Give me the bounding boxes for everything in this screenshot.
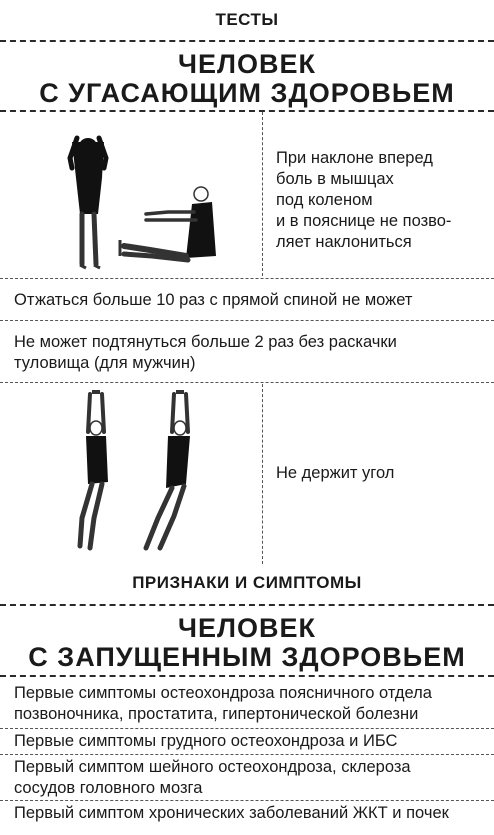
forward-bend-illustration [58,128,228,274]
divider [0,604,494,606]
headline-line-2: С ЗАПУЩЕННЫМ ЗДОРОВЬЕМ [28,642,466,672]
seated-reach-figure-icon [120,187,216,260]
divider [0,320,494,321]
divider [0,800,494,801]
test-item-forward-bend: При наклоне вперед боль в мышцах под коленом и в пояснице не позво- ляет наклониться [276,149,452,251]
divider [0,675,494,677]
hanging-figure-side-icon [146,392,190,548]
hanging-figure-front-icon [80,392,108,548]
divider [0,754,494,755]
test-item-corner-hold: Не держит угол [276,464,395,482]
divider [0,110,494,112]
headline-line-1: ЧЕЛОВЕК [178,49,316,79]
section-label-tests: ТЕСТЫ [215,10,279,29]
headline-line-1: ЧЕЛОВЕК [178,613,316,643]
symptom-item-gi-kidney: Первый симптом хронических заболеваний ЖКТ и почек [14,804,449,822]
headline-fading-health [0,50,494,108]
divider [0,728,494,729]
symptom-item-thoracic: Первые симптомы грудного остеохондроза и ИБС [14,732,398,750]
section-label-symptoms: ПРИЗНАКИ И СИМПТОМЫ [132,573,362,592]
test-item-pullups: Не может подтянуться больше 2 раз без раскачки туловища (для мужчин) [14,333,397,372]
divider [0,40,494,42]
symptom-item-lumbar: Первые симптомы остеохондроза поясничного отдела позвоночника, простатита, гипертонической болезни [14,684,432,723]
hanging-corner-illustration [60,388,240,556]
headline-neglected-health [0,614,494,672]
divider [0,278,494,279]
divider [0,382,494,383]
divider-vertical [262,384,263,564]
divider-vertical [262,112,263,276]
test-item-pushups: Отжаться больше 10 раз с прямой спиной не может [14,291,413,309]
standing-bend-figure-icon [70,138,106,268]
symptom-item-cervical: Первый симптом шейного остеохондроза, склероза сосудов головного мозга [14,758,411,797]
headline-line-2: С УГАСАЮЩИМ ЗДОРОВЬЕМ [39,78,455,108]
